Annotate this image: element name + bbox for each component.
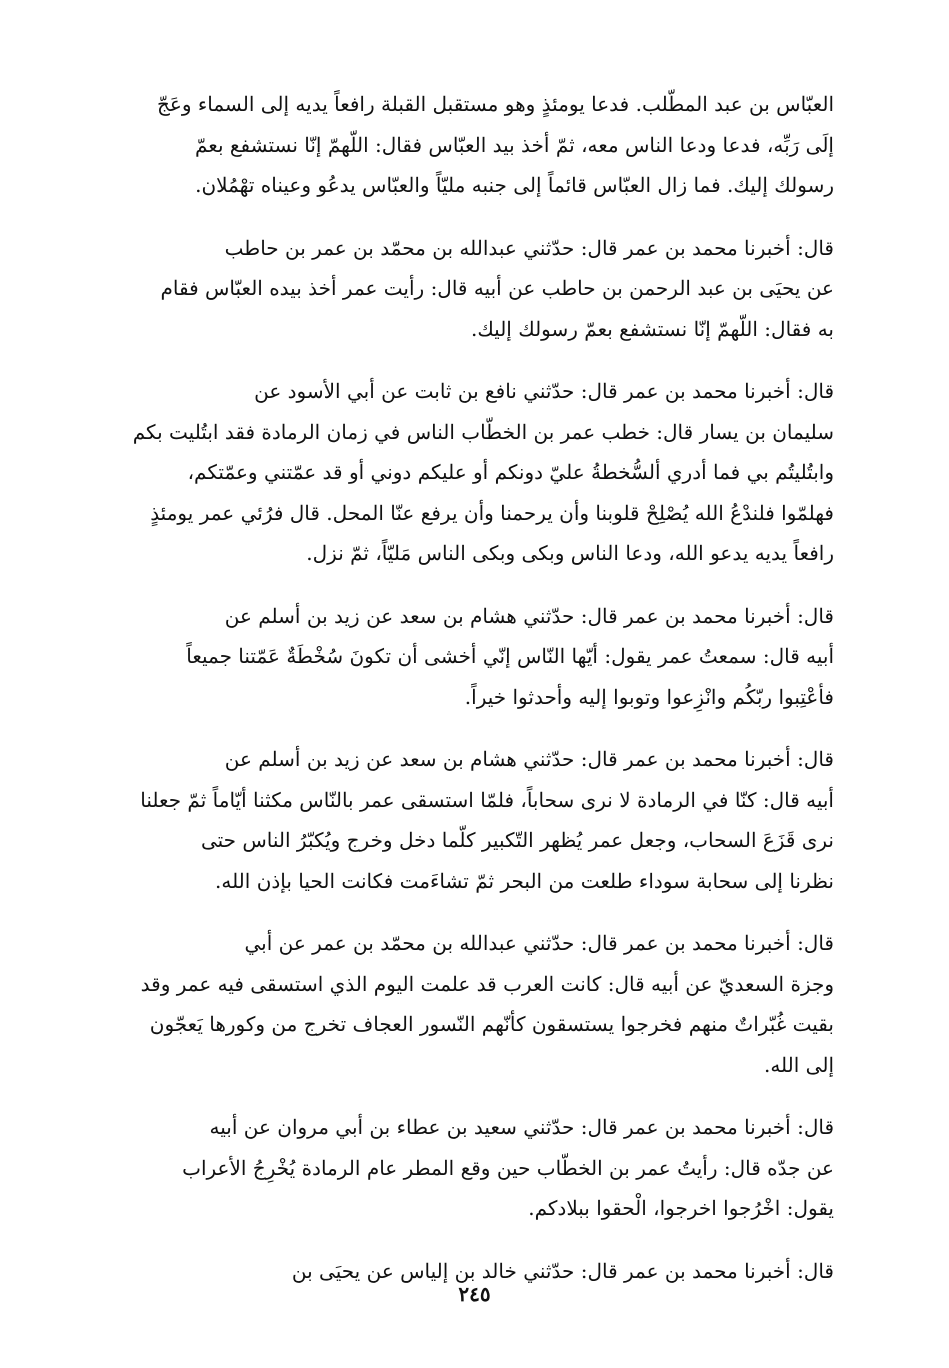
text-line: فهلمّوا فلندْعُ الله يُصْلِحْ قلوبنا وأن يرحمنا وأن يرفع عنّا المحل. قال فرُئي عمر يومئذٍ — [150, 500, 834, 525]
paragraph-1 — [116, 84, 834, 206]
text-line: قال: أخبرنا محمد بن عمر قال: حدّثني عبدالله بن محمّد بن عمر عن أبي — [244, 931, 834, 955]
paragraph-2 — [116, 228, 834, 350]
text-line: عن جدّه قال: رأيتُ عمر بن الخطّاب حين وقع المطر عام الرمادة يُخْرِجُ الأعراب — [182, 1155, 834, 1180]
text-line: العبّاس بن عبد المطّلب. فدعا يومئذٍ وهو مستقبل القبلة رافعاً يديه إلى السماء وعَجّ — [156, 92, 834, 116]
text-line: وجزة السعديّ عن أبيه قال: كانت العرب قد علمت اليوم الذي استسقى فيه عمر وقد — [140, 971, 834, 996]
text-line: قال: أخبرنا محمد بن عمر قال: حدّثني سعيد بن عطاء بن أبي مروان عن أبيه — [209, 1115, 834, 1139]
paragraph-5 — [116, 739, 834, 901]
page-body — [116, 84, 834, 1313]
text-line: قال: أخبرنا محمد بن عمر قال: حدّثني هشام بن سعد عن زيد بن أسلم عن — [224, 603, 834, 628]
text-line: نرى قَزَعَ السحاب، وجعل عمر يُظهر التّكبير كلّما دخل وخرج ويُكبّرُ الناس حتى — [200, 828, 834, 852]
paragraph-4 — [116, 596, 834, 718]
text-line: إلى الله. — [763, 1052, 834, 1077]
paragraph-6 — [116, 923, 834, 1085]
text-line: قال: أخبرنا محمد بن عمر قال: حدّثني هشام بن سعد عن زيد بن أسلم عن — [224, 747, 834, 771]
text-line: أبيه قال: كنّا في الرمادة لا نرى سحاباً، فلمّا استسقى عمر بالنّاس مكثنا أيّاماً ثمّ جعلنا — [140, 787, 834, 812]
text-line: قال: أخبرنا محمد بن عمر قال: حدّثني عبدالله بن محمّد بن عمر بن حاطب — [224, 235, 834, 260]
text-line: قال: أخبرنا محمد بن عمر قال: حدّثني نافع بن ثابت عن أبي الأسود عن — [254, 379, 834, 403]
text-line: سليمان بن يسار قال: خطب عمر بن الخطّاب الناس في زمان الرمادة فقد ابتُليت بكم — [132, 419, 834, 444]
paragraph-7 — [116, 1107, 834, 1229]
paragraph-3 — [116, 371, 834, 574]
text-line: نظرنا إلى سحابة سوداء طلعت من البحر ثمّ تشاءَمت فكانت الحيا بإذن الله. — [214, 868, 834, 893]
text-line: قال: أخبرنا محمد بن عمر قال: حدّثني خالد بن إلياس عن يحيَى بن — [291, 1258, 834, 1283]
text-line: وابتُليتُم بي فما أدري ألسُّخطةُ عليّ دونكم أو عليكم دوني أو قد عمّتني وعمّتكم، — [187, 460, 834, 484]
text-line: به فقال: اللّهمّ إنّا نستشفع بعمّ رسولك إليك. — [470, 316, 834, 341]
page-number: ٢٤٥ — [458, 1282, 491, 1306]
text-line: إلَى رَبِّه، فدعا ودعا الناس معه، ثمّ أخذ بيد العبّاس فقال: اللّهمّ إنّا نستشفع بعمّ — [194, 132, 834, 157]
text-line: يقول: اخْرُجوا اخرجوا، الْحقوا ببلادكم. — [528, 1196, 834, 1220]
text-line: أبيه قال: سمعتُ عمر يقول: أيّها النّاس إنّي أخشى أن تكونَ سُخْطَةٌ عَمّتنا جميعاً — [186, 644, 834, 668]
text-line: رسولك إليك. فما زال العبّاس قائماً إلى جنبه مليّاً والعبّاس يدعُو وعيناه تهْمُلان. — [195, 173, 834, 197]
text-line: فأعْتِبوا ربّكُم وانْزِعوا وتوبوا إليه وأحدثوا خيراً. — [464, 684, 834, 709]
text-line: رافعاً يديه يدعو الله، ودعا الناس وبكى وبكى الناس مَليّاً، ثمّ نزل. — [306, 541, 834, 565]
text-line: بقيت غُبّراتٌ منهم فخرجوا يستسقون كأنّهم النّسور العجاف تخرج من وكورها يَعجّون — [149, 1012, 834, 1036]
text-line: عن يحيَى بن عبد الرحمن بن حاطب عن أبيه قال: رأيت عمر أخذ بيده العبّاس فقام — [160, 276, 834, 300]
